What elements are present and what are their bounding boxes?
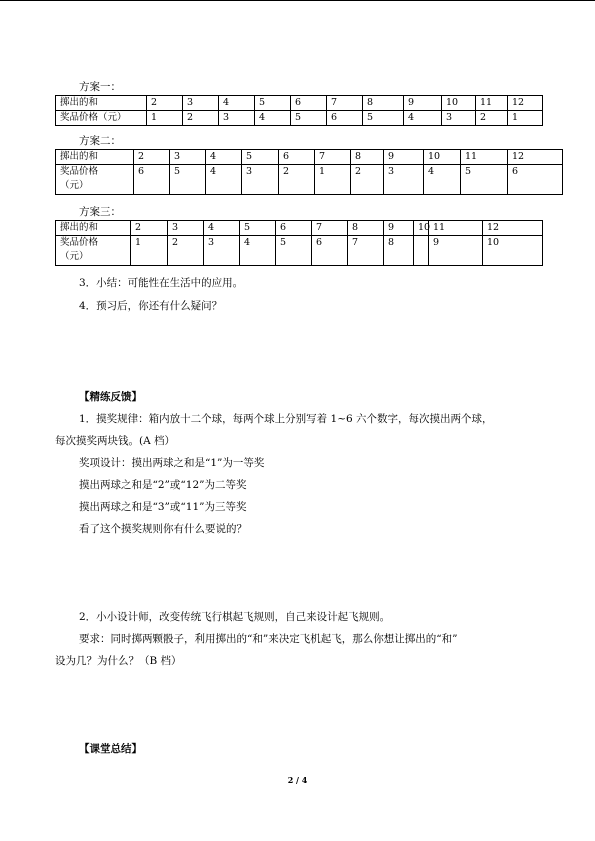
table-cell: 12 [508, 96, 543, 111]
q2-text-line: 2．小小设计师，改变传统飞行棋起飞规则，自己来设计起飞规则。 [79, 611, 391, 623]
table-cell: 12 [508, 150, 563, 165]
table-cell: 10 [424, 150, 461, 165]
table-cell: 7 [348, 236, 384, 266]
table-cell [56, 236, 131, 266]
table-row [56, 236, 543, 266]
table-cell: 2 [279, 165, 315, 195]
table-cell: 4 [204, 221, 240, 236]
table-cell: 5 [363, 111, 404, 126]
table-row [56, 165, 563, 195]
section-heading-feedback: 【精练反馈】 [79, 391, 142, 403]
table-cell: 10 [483, 236, 543, 266]
table-cell: 5 [276, 236, 312, 266]
table-cell: 2 [131, 221, 168, 236]
table-row [56, 150, 563, 165]
page-top-rule [0, 0, 595, 1]
table-cell: 5 [170, 165, 206, 195]
table-cell: 1 [315, 165, 351, 195]
table-cell: 3 [183, 96, 219, 111]
table-cell: 4 [424, 165, 461, 195]
table-cell: 1 [147, 111, 183, 126]
table-cell: 6 [327, 111, 363, 126]
item-questions: 4．预习后，你还有什么疑问？ [79, 300, 223, 312]
table-cell: 4 [206, 165, 242, 195]
plan3-table [55, 220, 543, 266]
plan2-table [55, 149, 563, 195]
plan1-table [55, 95, 543, 126]
table-cell: 2 [351, 165, 384, 195]
table-cell: 11 [476, 96, 508, 111]
table-cell: 5 [461, 165, 508, 195]
section-heading-summary: 【课堂总结】 [79, 743, 142, 755]
table-cell: 2 [147, 96, 183, 111]
table-cell: 掷出的和 [56, 221, 131, 236]
table-cell: 10 [414, 221, 429, 236]
table-row [56, 96, 543, 111]
table-cell: 3 [204, 236, 240, 266]
table-cell: 8 [384, 236, 414, 266]
page-number: 2 / 4 [287, 775, 308, 785]
table-cell: 9 [384, 150, 424, 165]
q2-requirement: 要求：同时掷两颗骰子，利用掷出的“和”来决定飞机起飞，那么你想让掷出的“和” [79, 633, 458, 645]
table-row [56, 221, 543, 236]
row-label-line: 奖品价格 [60, 166, 99, 177]
q2-requirement-cont: 设为几？为什么？（B 档） [55, 655, 182, 667]
plan1-title: 方案一： [79, 81, 121, 93]
q1-prize-design: 奖项设计：摸出两球之和是“1”为一等奖 [79, 457, 265, 469]
table-cell: 11 [429, 221, 483, 236]
table-cell: 11 [461, 150, 508, 165]
table-cell: 奖品价格（元） [56, 111, 147, 126]
table-cell: 掷出的和 [56, 150, 134, 165]
row-label-line: （元） [60, 180, 89, 191]
table-cell: 3 [384, 165, 424, 195]
table-cell: 9 [384, 221, 414, 236]
table-cell: 5 [240, 221, 276, 236]
table-cell: 7 [327, 96, 363, 111]
q1-prize-second: 摸出两球之和是“2”或“12”为二等奖 [79, 479, 247, 491]
q1-text-line: 每次摸奖两块钱。(A 档） [55, 435, 176, 447]
q1-text-line: 1．摸奖规律：箱内放十二个球，每两个球上分别写着 1~6 六个数字，每次摸出两个球， [79, 413, 493, 425]
q1-prize-third: 摸出两球之和是“3”或“11”为三等奖 [79, 501, 247, 513]
table-cell: 6 [291, 96, 327, 111]
table-cell: 7 [312, 221, 348, 236]
table-cell: 3 [242, 165, 279, 195]
table-cell: 4 [240, 236, 276, 266]
table-cell: 9 [429, 236, 483, 266]
table-cell [414, 236, 429, 266]
table-cell: 2 [134, 150, 170, 165]
table-cell: 7 [315, 150, 351, 165]
table-cell [56, 165, 134, 195]
table-cell: 掷出的和 [56, 96, 147, 111]
table-cell: 6 [134, 165, 170, 195]
table-cell: 8 [348, 221, 384, 236]
table-cell: 3 [168, 221, 204, 236]
table-cell: 3 [219, 111, 255, 126]
table-cell: 5 [242, 150, 279, 165]
plan2-title: 方案二： [79, 135, 121, 147]
table-cell: 5 [291, 111, 327, 126]
table-cell: 2 [168, 236, 204, 266]
table-cell: 1 [131, 236, 168, 266]
table-cell: 4 [206, 150, 242, 165]
table-cell: 5 [255, 96, 291, 111]
item-summary: 3．小结：可能性在生活中的应用。 [79, 277, 244, 289]
table-cell: 6 [312, 236, 348, 266]
row-label-line: （元） [60, 251, 89, 262]
q1-question: 看了这个摸奖规则你有什么要说的？ [79, 523, 247, 535]
table-cell: 2 [476, 111, 508, 126]
table-cell: 6 [508, 165, 563, 195]
plan3-title: 方案三： [79, 206, 121, 218]
table-cell: 3 [170, 150, 206, 165]
table-cell: 8 [363, 96, 404, 111]
table-cell: 2 [183, 111, 219, 126]
table-cell: 4 [404, 111, 442, 126]
table-cell: 4 [255, 111, 291, 126]
table-cell: 9 [404, 96, 442, 111]
row-label-line: 奖品价格 [60, 237, 99, 248]
table-cell: 6 [279, 150, 315, 165]
table-cell: 12 [483, 221, 543, 236]
table-cell: 10 [442, 96, 476, 111]
table-cell: 8 [351, 150, 384, 165]
table-cell: 3 [442, 111, 476, 126]
table-cell: 4 [219, 96, 255, 111]
table-row [56, 111, 543, 126]
table-cell: 1 [508, 111, 543, 126]
table-cell: 6 [276, 221, 312, 236]
